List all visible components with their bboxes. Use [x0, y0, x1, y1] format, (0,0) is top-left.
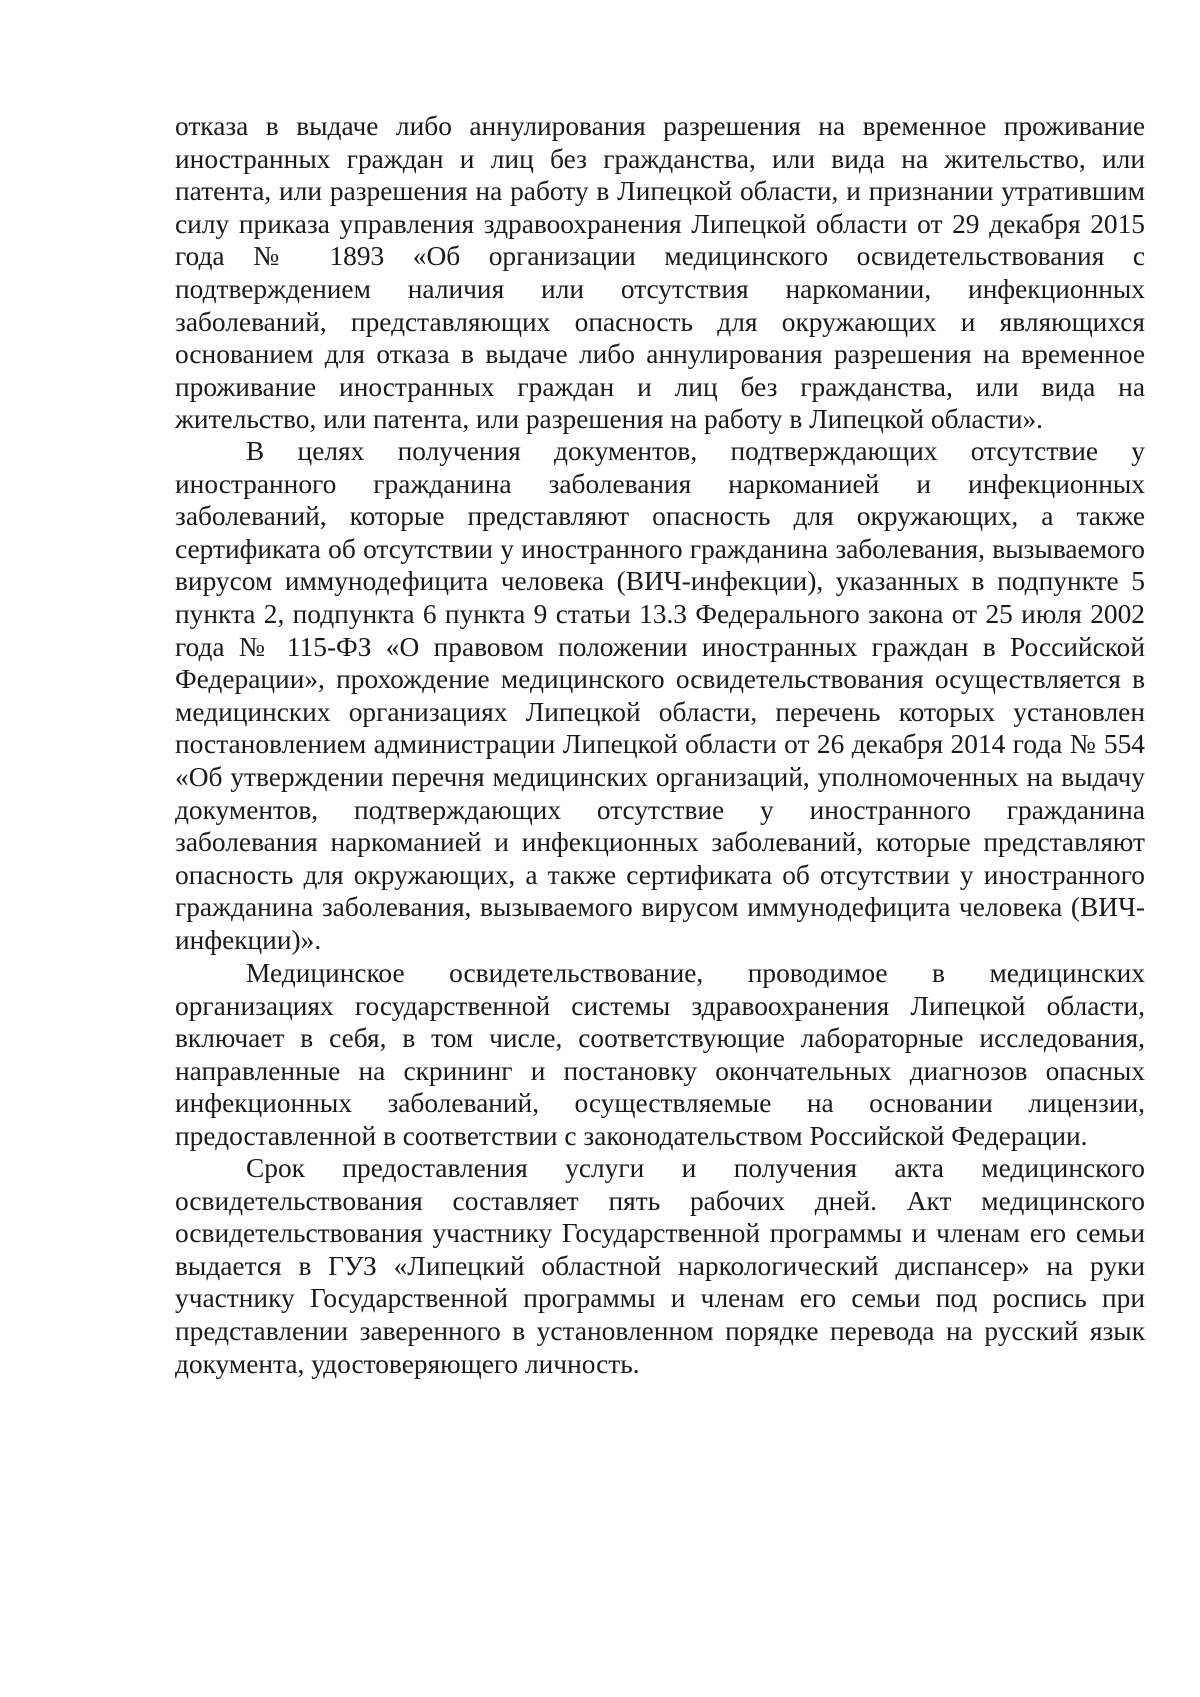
- paragraph-service-term: Срок предоставления услуги и получения акта медицинского освидетельствования составляет пять рабочих дней. Акт медицинского освидетельствования участнику Государственной программы и членам его семьи выдается в ГУЗ «Липецкий областной наркологический диспансер» на руки участнику Государственной программы и членам его семьи под роспись при представлении заверенного в установленном порядке перевода на русский язык документа, удостоверяющего личность.: [175, 1153, 1145, 1379]
- paragraph-examination-scope: Медицинское освидетельствование, проводимое в медицинских организациях государственной системы здравоохранения Липецкой области, включает в себя, в том числе, соответствующие лабораторные исследования, направленные на скрининг и постановку окончательных диагнозов опасных инфекционных заболеваний, осуществляемые на основании лицензии, предоставленной в соответствии с законодательством Российской Федерации.: [175, 958, 1145, 1151]
- paragraph-medical-examination-purpose: В целях получения документов, подтверждающих отсутствие у иностранного гражданина заболевания наркоманией и инфекционных заболеваний, которые представляют опасность для окружающих, а также сертификата об отсутствии у иностранного гражданина заболевания, вызываемого вирусом иммунодефицита человека (ВИЧ-инфекции), указанных в подпункте 5 пункта 2, подпункта 6 пункта 9 статьи 13.3 Федерального закона от 25 июля 2002 года № 115-ФЗ «О правовом положении иностранных граждан в Российской Федерации», прохождение медицинского освидетельствования осуществляется в медицинских организациях Липецкой области, перечень которых установлен постановлением администрации Липецкой области от 26 декабря 2014 года № 554 «Об утверждении перечня медицинских организаций, уполномоченных на выдачу документов, подтверждающих отсутствие у иностранного гражданина заболевания наркоманией и инфекционных заболеваний, которые представляют опасность для окружающих, а также сертификата об отсутствии у иностранного гражданина заболевания, вызываемого вирусом иммунодефицита человека (ВИЧ-инфекции)».: [175, 436, 1145, 955]
- paragraph-continuation: отказа в выдаче либо аннулирования разрешения на временное проживание иностранных граждан и лиц без гражданства, или вида на жительство, или патента, или разрешения на работу в Липецкой области, и признании утратившим силу приказа управления здравоохранения Липецкой области от 29 декабря 2015 года № 1893 «Об организации медицинского освидетельствования с подтверждением наличия или отсутствия наркомании, инфекционных заболеваний, представляющих опасность для окружающих и являющихся основанием для отказа в выдаче либо аннулирования разрешения на временное проживание иностранных граждан и лиц без гражданства, или вида на жительство, или патента, или разрешения на работу в Липецкой области».: [175, 111, 1145, 435]
